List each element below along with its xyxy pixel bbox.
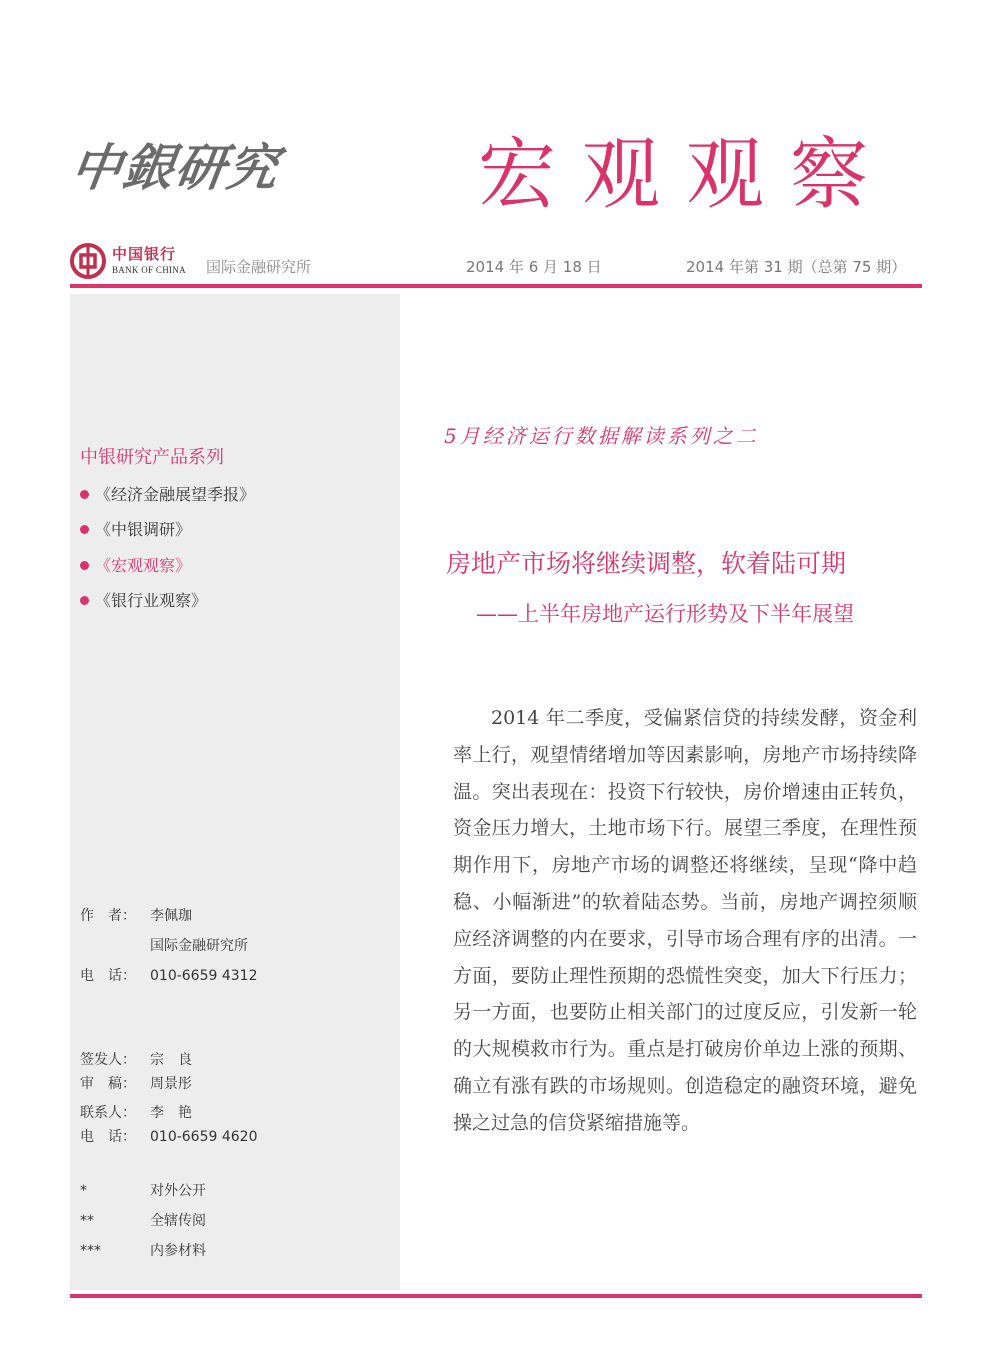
author-org-row xyxy=(80,935,248,955)
article-subtitle: ——上半年房地产运行形势及下半年展望 xyxy=(476,602,854,626)
author-name: 李佩珈 xyxy=(150,908,192,924)
issuer-row xyxy=(80,1049,192,1069)
bank-name-en: BANK OF CHINA xyxy=(112,265,186,275)
issue-date: 2014 年 6 月 18 日 xyxy=(466,258,602,276)
article-title: 房地产市场将继续调整，软着陆可期 xyxy=(446,549,847,578)
reviewer-row xyxy=(80,1073,192,1093)
classification-label: 全辖传阅 xyxy=(150,1213,206,1229)
issuer-label: 签发人： xyxy=(80,1052,136,1068)
classification-confidential xyxy=(80,1240,206,1260)
phone-label: 电 话： xyxy=(80,1129,136,1145)
author-label: 作 者： xyxy=(80,908,136,924)
author-phone-row xyxy=(80,965,257,985)
issue-number: 2014 年第 31 期（总第 75 期） xyxy=(686,258,907,276)
bank-of-china-logo-icon xyxy=(70,243,106,279)
contact-row xyxy=(80,1102,192,1122)
article-summary: 2014 年二季度，受偏紧信贷的持续发酵，资金利率上行，观望情绪增加等因素影响，房地产市场持续降温。突出表现在：投资下行较快，房价增速由正转负，资金压力增大，土地市场下行。展望三季度，在理性预期作用下，房地产市场的调整还将继续，呈现“降中趋稳、小幅渐进”的软着陆态势。当前，房地产调控须顺应经济调整的内在要求，引导市场合理有序的出清。一方面，要防止理性预期的恐慌性突变，加大下行压力；另一方面，也要防止相关部门的过度反应，引发新一轮的大规模救市行为。重点是打破房价单边上涨的预期、确立有涨有跌的市场规则。创造稳定的融资环境，避免操之过急的信贷紧缩措施等。 xyxy=(453,707,917,1134)
product-item-quarterly-outlook[interactable] xyxy=(80,482,255,505)
brand-calligraphy-logo: 中銀研究 xyxy=(67,138,284,197)
reviewer-name: 周景彤 xyxy=(150,1076,192,1092)
product-item-macro-observation[interactable] xyxy=(80,553,191,576)
product-item-boc-research[interactable] xyxy=(80,517,191,540)
classification-public xyxy=(80,1180,206,1200)
product-label: 《经济金融展望季报》 xyxy=(95,485,256,504)
products-heading: 中银研究产品系列 xyxy=(80,447,224,468)
series-title: 宏观观察 xyxy=(478,130,895,220)
footer-divider xyxy=(70,1294,922,1298)
institute-name: 国际金融研究所 xyxy=(206,258,312,276)
contact-phone-row xyxy=(80,1126,257,1146)
contact-name: 李 艳 xyxy=(150,1105,192,1121)
author-org: 国际金融研究所 xyxy=(150,938,248,954)
issuer-name: 宗 良 xyxy=(150,1052,192,1068)
author-phone: 010-6659 4312 xyxy=(150,968,258,984)
classification-label: 内参材料 xyxy=(150,1243,206,1259)
classification-label: 对外公开 xyxy=(150,1183,206,1199)
author-row xyxy=(80,905,192,925)
classification-stars: ** xyxy=(80,1213,94,1229)
product-label: 《中银调研》 xyxy=(95,520,192,539)
bullet-dot-icon xyxy=(80,596,89,605)
bullet-dot-icon xyxy=(80,561,89,570)
contact-phone: 010-6659 4620 xyxy=(150,1129,258,1145)
bank-name-cn: 中国银行 xyxy=(112,245,177,263)
bullet-dot-icon xyxy=(80,490,89,499)
classification-stars: *** xyxy=(80,1243,101,1259)
product-label: 《银行业观察》 xyxy=(95,591,208,610)
series-subtitle: 5月经济运行数据解读系列之二 xyxy=(444,424,759,448)
reviewer-label: 审 稿： xyxy=(80,1076,136,1092)
phone-label: 电 话： xyxy=(80,968,136,984)
classification-stars: * xyxy=(80,1183,87,1199)
contact-label: 联系人： xyxy=(80,1105,136,1121)
classification-internal xyxy=(80,1210,206,1230)
product-label: 《宏观观察》 xyxy=(95,556,192,575)
bullet-dot-icon xyxy=(80,525,89,534)
product-item-banking-observation[interactable] xyxy=(80,588,207,611)
header-divider xyxy=(70,284,922,288)
